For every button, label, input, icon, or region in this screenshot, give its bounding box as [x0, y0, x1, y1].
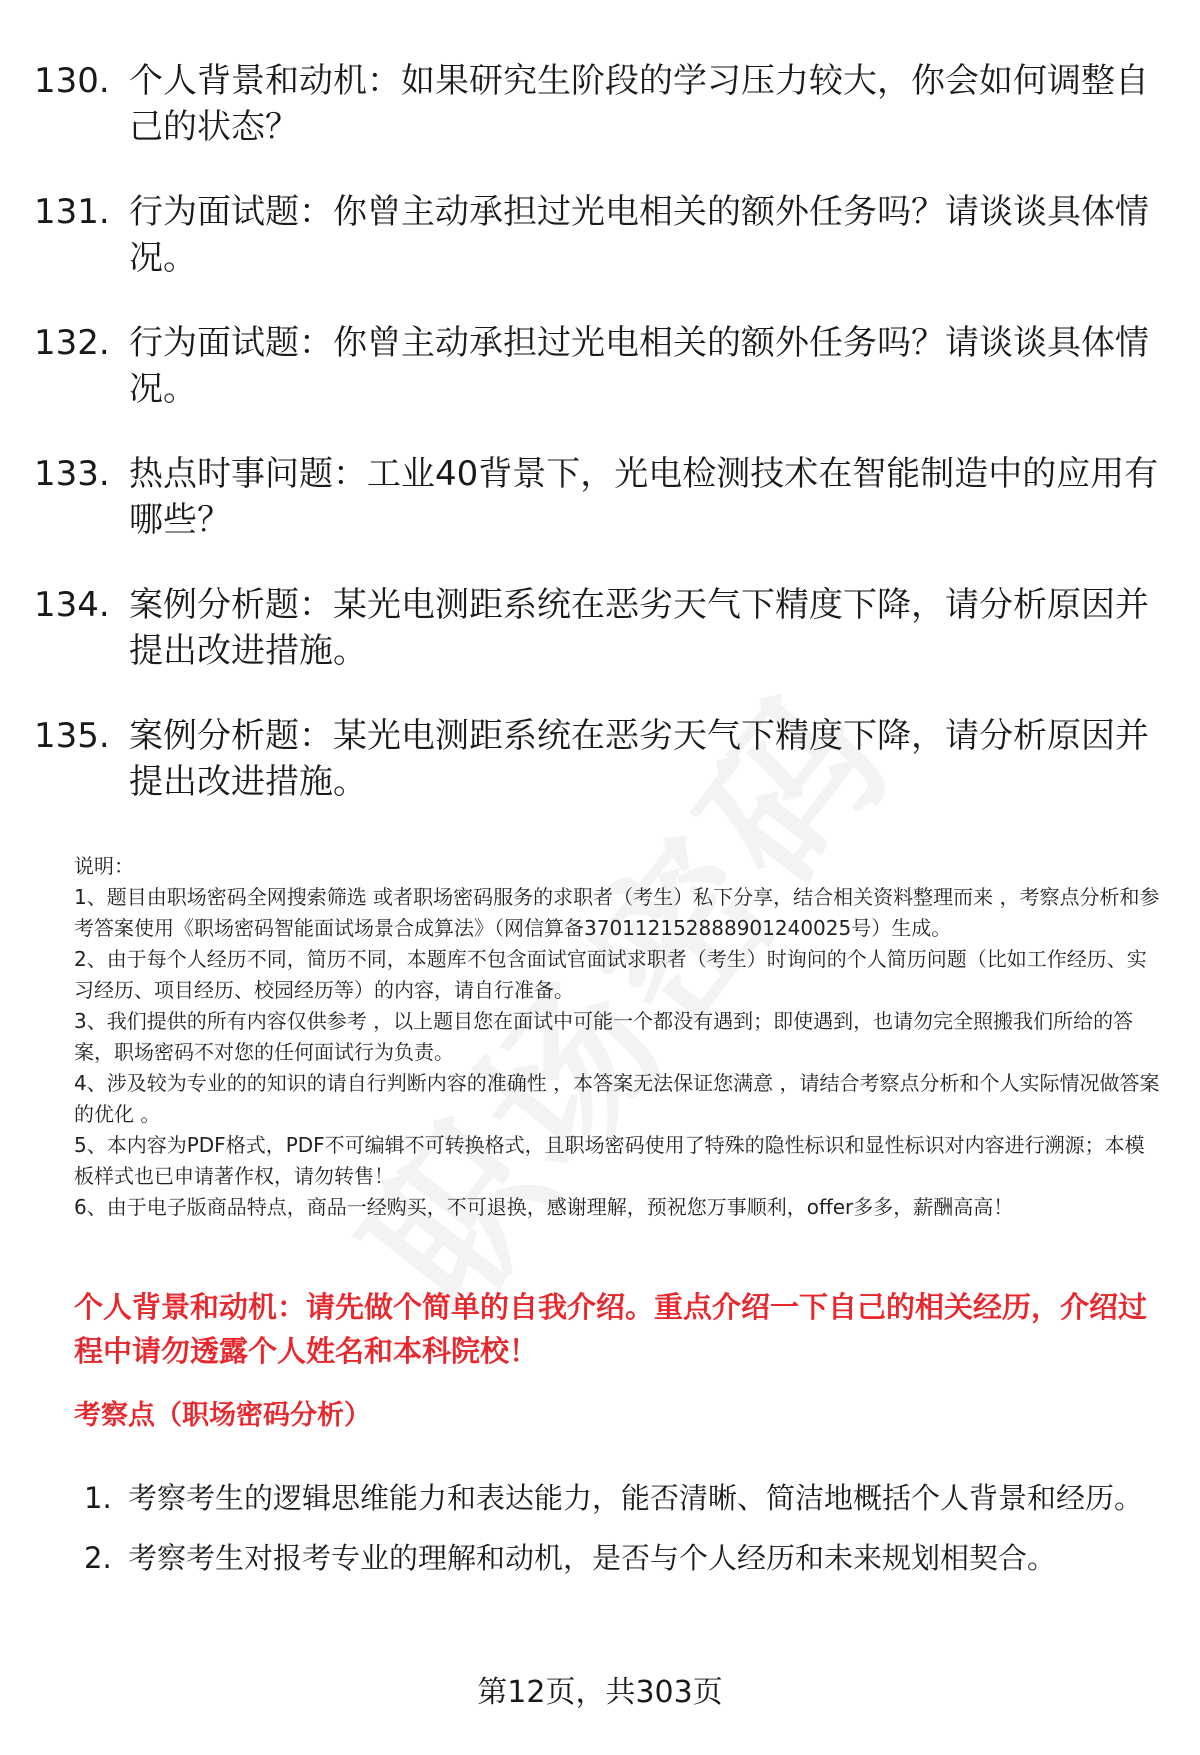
analysis-heading: 考察点（职场密码分析） — [74, 1400, 371, 1431]
question-item — [34, 189, 1164, 281]
question-item — [34, 58, 1164, 150]
analysis-point-number: 2. — [84, 1541, 112, 1575]
note-item: 3、我们提供的所有内容仅供参考 ，以上题目您在面试中可能一个都没有遇到；即使遇到，也请勿完全照搬我们所给的答案，职场密码不对您的任何面试行为负责。 — [74, 1009, 1134, 1064]
note-item: 2、由于每个人经历不同，简历不同，本题库不包含面试官面试求职者（考生）时询问的个人简历问题（比如工作经历、实习经历、项目经历、校园经历等）的内容，请自行准备。 — [74, 947, 1147, 1002]
page-footer: 第12页，共303页 — [477, 1675, 723, 1710]
analysis-point — [84, 1528, 1164, 1588]
question-list — [34, 58, 1164, 844]
highlight-question: 个人背景和动机：请先做个简单的自我介绍。重点介绍一下自己的相关经历，介绍过程中请勿透露个人姓名和本科院校！ — [74, 1290, 1148, 1368]
question-number: 134. — [34, 585, 110, 625]
question-number: 131. — [34, 192, 110, 232]
analysis-point — [84, 1468, 1164, 1528]
question-item — [34, 320, 1164, 412]
question-number: 132. — [34, 323, 110, 363]
analysis-point-text: 考察考生的逻辑思维能力和表达能力，能否清晰、简洁地概括个人背景和经历。 — [128, 1481, 1144, 1515]
note-item: 1、题目由职场密码全网搜索筛选 或者职场密码服务的求职者（考生）私下分享，结合相关资料整理而来 ，考察点分析和参考答案使用《职场密码智能面试场景合成算法》（网信算备370112152888901240025号）生成。 — [74, 885, 1160, 940]
question-text: 热点时事问题：工业40背景下，光电检测技术在智能制造中的应用有哪些？ — [129, 454, 1159, 540]
analysis-point-text: 考察考生对报考专业的理解和动机，是否与个人经历和未来规划相契合。 — [128, 1541, 1057, 1575]
question-text: 个人背景和动机：如果研究生阶段的学习压力较大，你会如何调整自己的状态？ — [129, 61, 1149, 147]
analysis-point-number: 1. — [84, 1481, 112, 1515]
note-item: 4、涉及较为专业的的知识的请自行判断内容的准确性 ，本答案无法保证您满意 ，请结合考察点分析和个人实际情况做答案的优化 。 — [74, 1071, 1160, 1126]
question-text: 行为面试题：你曾主动承担过光电相关的额外任务吗？请谈谈具体情况。 — [129, 192, 1149, 278]
question-item — [34, 713, 1164, 805]
analysis-points — [84, 1468, 1164, 1588]
question-text: 行为面试题：你曾主动承担过光电相关的额外任务吗？请谈谈具体情况。 — [129, 323, 1149, 409]
note-item: 6、由于电子版商品特点，商品一经购买，不可退换，感谢理解，预祝您万事顺利，offer多多，薪酬高高！ — [74, 1195, 1014, 1219]
notes-section — [74, 851, 1164, 1223]
question-text: 案例分析题：某光电测距系统在恶劣天气下精度下降，请分析原因并提出改进措施。 — [129, 716, 1149, 802]
question-text: 案例分析题：某光电测距系统在恶劣天气下精度下降，请分析原因并提出改进措施。 — [129, 585, 1149, 671]
notes-heading: 说明： — [74, 854, 134, 878]
question-number: 135. — [34, 716, 110, 756]
question-number: 133. — [34, 454, 110, 494]
note-item: 5、本内容为PDF格式，PDF不可编辑不可转换格式，且职场密码使用了特殊的隐性标识和显性标识对内容进行溯源；本模板样式也已申请著作权，请勿转售！ — [74, 1133, 1145, 1188]
question-item — [34, 451, 1164, 543]
question-number: 130. — [34, 61, 110, 101]
question-item — [34, 582, 1164, 674]
